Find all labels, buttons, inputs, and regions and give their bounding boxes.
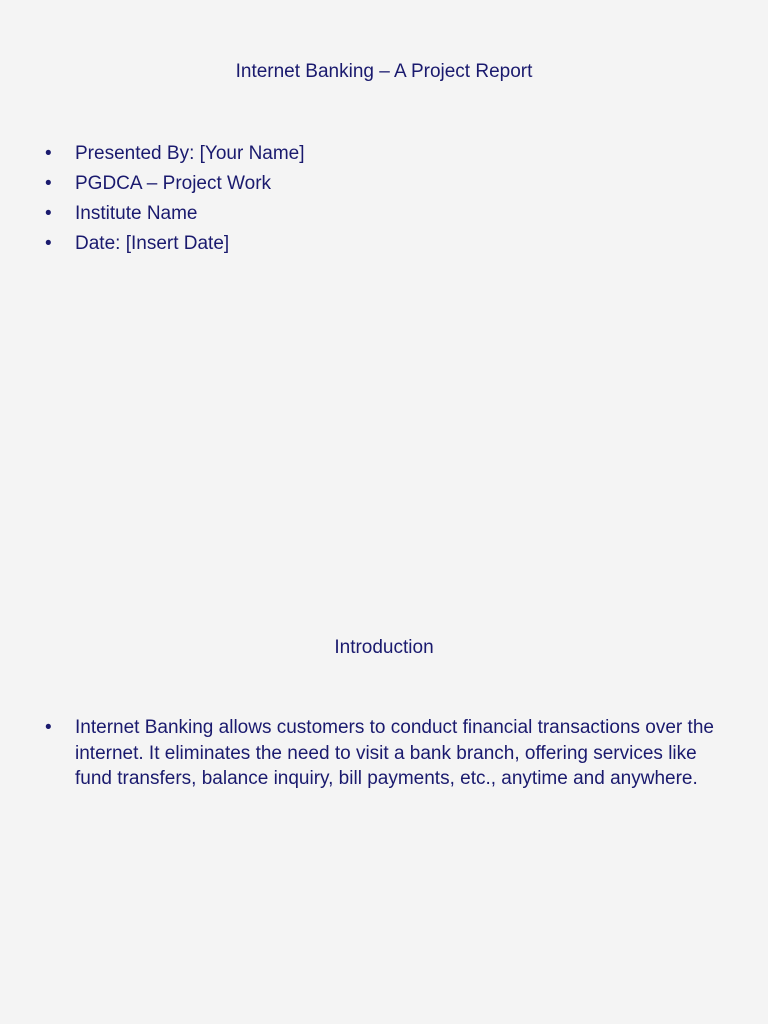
bullet-icon: • bbox=[45, 233, 52, 254]
slide-introduction-heading: Introduction bbox=[334, 637, 434, 658]
list-item bbox=[45, 169, 725, 199]
slide-title-heading: Internet Banking – A Project Report bbox=[235, 61, 533, 82]
list-item bbox=[45, 199, 725, 229]
list-item bbox=[45, 715, 725, 792]
list-item bbox=[45, 139, 725, 169]
bullet-icon: • bbox=[45, 173, 52, 194]
list-item-text: Date: [Insert Date] bbox=[75, 233, 230, 254]
bullet-icon: • bbox=[45, 203, 52, 224]
list-item bbox=[45, 229, 725, 259]
list-item-text: Institute Name bbox=[75, 203, 198, 224]
bullet-icon: • bbox=[45, 717, 52, 738]
bullet-icon: • bbox=[45, 143, 52, 164]
list-item-text: Presented By: [Your Name] bbox=[75, 143, 305, 164]
list-item-text: PGDCA – Project Work bbox=[75, 173, 272, 194]
slide-title-bullet-list bbox=[45, 139, 725, 259]
slide-introduction-bullet-list bbox=[45, 715, 725, 792]
slide-introduction bbox=[0, 576, 768, 1024]
list-item-text: Internet Banking allows customers to conduct financial transactions over the internet. It eliminates the need to visit a bank branch, offering services like fund transfers, balance inquiry, bill payments, etc., anytime and anywhere. bbox=[75, 717, 714, 789]
